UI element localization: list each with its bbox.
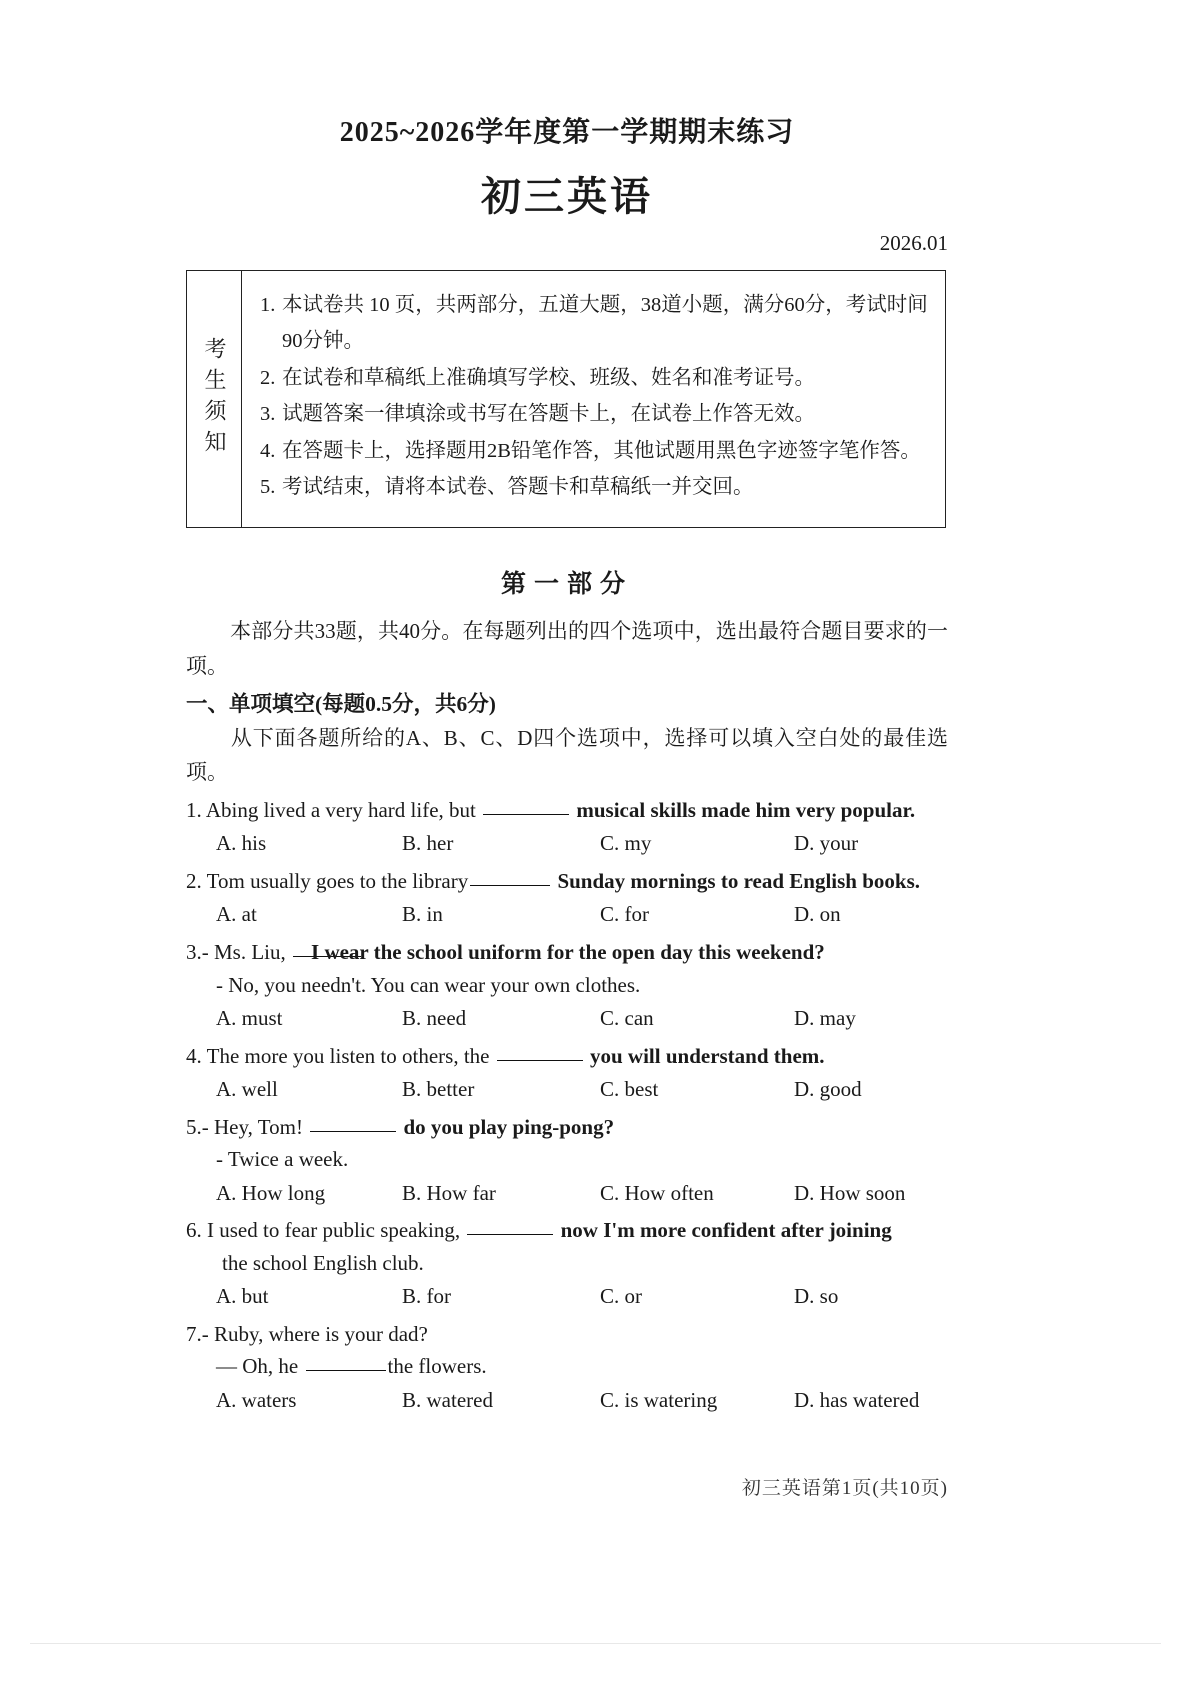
question-reply [186, 1351, 948, 1383]
question-reply: - Twice a week. [216, 1147, 349, 1172]
answer-blank [483, 814, 569, 815]
question-options [186, 1177, 948, 1211]
exam-title: 2025~2026学年度第一学期期末练习 [339, 117, 795, 148]
question-item [186, 1112, 948, 1211]
section-one-description [186, 721, 948, 790]
question-number: 7.- [186, 1321, 209, 1346]
candidate-notice-box [186, 270, 946, 528]
notice-label-cell [187, 271, 242, 527]
option-b[interactable]: B. for [402, 1284, 451, 1309]
answer-blank [497, 1060, 583, 1061]
question-item [186, 1041, 948, 1107]
option-d[interactable]: D. may [794, 1006, 856, 1031]
notice-items-list [242, 271, 945, 527]
notice-item [260, 287, 933, 360]
option-c[interactable]: C. can [600, 1006, 654, 1031]
question-stem-post: do you play ping-pong? [403, 1114, 615, 1139]
option-b[interactable]: B. need [402, 1006, 467, 1031]
question-stem [186, 1041, 948, 1073]
question-stem [186, 795, 948, 827]
question-number: 5.- [186, 1114, 209, 1139]
notice-item [260, 433, 933, 469]
answer-blank [306, 1370, 386, 1371]
answer-blank [310, 1131, 396, 1132]
question-stem-continuation: the school English club. [222, 1250, 424, 1275]
question-stem-post: you will understand them. [589, 1043, 825, 1068]
option-c[interactable]: C. is watering [600, 1387, 718, 1412]
option-b[interactable]: B. her [402, 831, 454, 856]
question-stem [186, 1319, 948, 1351]
part-one-heading: 第一部分 [500, 570, 633, 598]
option-d[interactable]: D. on [794, 902, 841, 927]
notice-label-text: 考生须知 [201, 336, 227, 461]
notice-item [260, 469, 933, 505]
notice-item-number: 2. [260, 366, 276, 389]
option-a[interactable]: A. How long [216, 1180, 326, 1205]
question-reply-pre: — Oh, he [216, 1354, 299, 1379]
option-d[interactable]: D. has watered [794, 1387, 920, 1412]
notice-item-text: 试题答案一律填涂或书写在答题卡上，在试卷上作答无效。 [282, 403, 815, 426]
question-options [186, 827, 948, 861]
option-d[interactable]: D. your [794, 831, 859, 856]
question-options [186, 1073, 948, 1107]
notice-item-number: 1. [260, 293, 276, 316]
option-b[interactable]: B. in [402, 902, 443, 927]
page-bottom-divider [30, 1643, 1161, 1644]
question-stem [186, 1215, 948, 1247]
notice-item-number: 3. [260, 403, 276, 426]
question-item [186, 1319, 948, 1418]
option-d[interactable]: D. How soon [794, 1180, 906, 1205]
part-one-description [186, 614, 948, 685]
notice-item-text: 考试结束，请将本试卷、答题卡和草稿纸一并交回。 [282, 476, 754, 499]
option-c[interactable]: C. my [600, 831, 652, 856]
question-options [186, 1280, 948, 1314]
notice-item-number: 5. [260, 476, 276, 499]
question-stem-post: Sunday mornings to read English books. [557, 868, 921, 893]
option-a[interactable]: A. must [216, 1006, 283, 1031]
option-d[interactable]: D. so [794, 1284, 839, 1309]
notice-item-text: 本试卷共 10 页，共两部分，五道大题，38道小题，满分60分，考试时间90分钟。 [282, 293, 928, 353]
question-stem-pre: Ms. Liu, [214, 940, 286, 965]
question-item [186, 937, 948, 1036]
question-number: 2. [186, 868, 202, 893]
section-one-description-text: 从下面各题所给的A、B、C、D四个选项中，选择可以填入空白处的最佳选项。 [186, 725, 948, 785]
exam-date: 2026.01 [879, 230, 948, 255]
question-stem-pre: Hey, Tom! [214, 1114, 303, 1139]
question-options [186, 1384, 948, 1418]
answer-blank [467, 1234, 553, 1235]
question-item [186, 1215, 948, 1314]
option-c[interactable]: C. or [600, 1284, 642, 1309]
option-b[interactable]: B. better [402, 1077, 475, 1102]
question-options [186, 898, 948, 932]
notice-item [260, 360, 933, 396]
question-stem-post: I wear the school uniform for the open day this weekend? [311, 940, 825, 965]
question-stem [186, 937, 948, 969]
part-one-description-text: 本部分共33题，共40分。在每题列出的四个选项中，选出最符合题目要求的一项。 [186, 618, 948, 679]
question-item [186, 866, 948, 932]
question-reply-post: the flowers. [387, 1354, 487, 1379]
question-stem [186, 866, 948, 898]
question-stem-post: musical skills made him very popular. [576, 797, 916, 822]
option-b[interactable]: B. How far [402, 1180, 496, 1205]
question-number: 3.- [186, 940, 209, 965]
question-number: 1. [186, 797, 202, 822]
option-b[interactable]: B. watered [402, 1387, 493, 1412]
question-stem-pre: Tom usually goes to the library [206, 868, 469, 893]
question-stem-pre: Ruby, where is your dad? [214, 1321, 428, 1346]
option-c[interactable]: C. How often [600, 1180, 714, 1205]
option-c[interactable]: C. best [600, 1077, 659, 1102]
page-footer: 初三英语第1页(共10页) [741, 1478, 948, 1499]
option-a[interactable]: A. but [216, 1284, 269, 1309]
notice-item-text: 在答题卡上，选择题用2B铅笔作答，其他试题用黑色字迹签字笔作答。 [282, 439, 921, 462]
question-options [186, 1002, 948, 1036]
notice-item-text: 在试卷和草稿纸上准确填写学校、班级、姓名和准考证号。 [282, 366, 815, 389]
option-a[interactable]: A. well [216, 1077, 278, 1102]
exam-subject-title: 初三英语 [481, 173, 653, 219]
question-number: 4. [186, 1043, 202, 1068]
notice-item [260, 396, 933, 432]
question-item [186, 795, 948, 861]
question-reply: - No, you needn't. You can wear your own clothes. [216, 972, 641, 997]
option-d[interactable]: D. good [794, 1077, 862, 1102]
section-one-heading: 一、单项填空(每题0.5分，共6分) [186, 692, 496, 717]
option-c[interactable]: C. for [600, 902, 649, 927]
question-number: 6. [186, 1218, 202, 1243]
option-a[interactable]: A. at [216, 902, 257, 927]
question-stem-pre: The more you listen to others, the [206, 1043, 490, 1068]
question-stem-pre: I used to fear public speaking, [207, 1218, 461, 1243]
question-stem-pre: Abing lived a very hard life, but [205, 797, 476, 822]
option-a[interactable]: A. his [216, 831, 267, 856]
paper-content [186, 0, 948, 1418]
question-stem [186, 1112, 948, 1144]
notice-item-number: 4. [260, 439, 276, 462]
option-a[interactable]: A. waters [216, 1387, 297, 1412]
answer-blank [470, 885, 550, 886]
question-stem-post: now I'm more confident after joining [560, 1218, 892, 1243]
